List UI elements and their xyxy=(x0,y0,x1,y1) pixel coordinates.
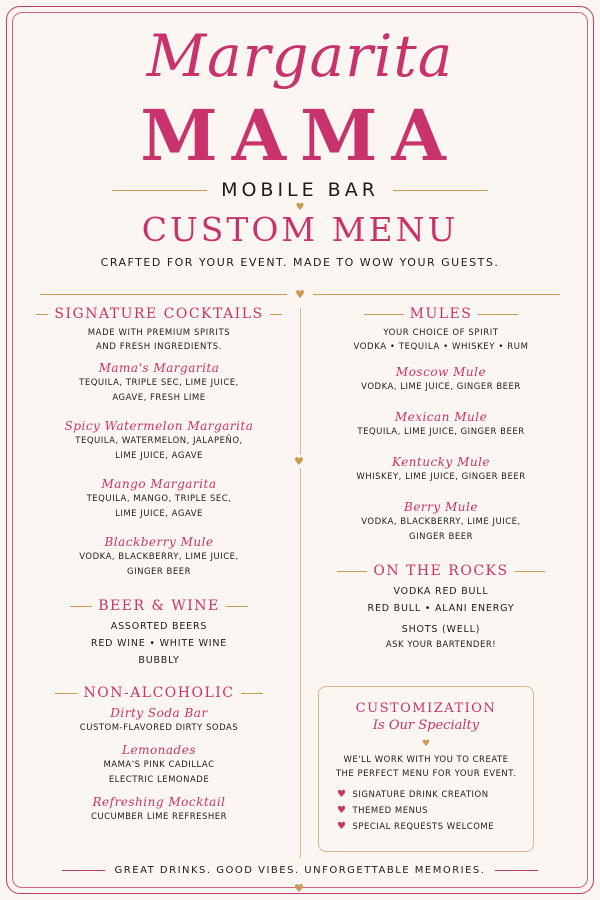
drink-ingredients: VODKA, BLACKBERRY, LIME JUICE, xyxy=(79,552,239,562)
drink-ingredients: WHISKEY, LIME JUICE, GINGER BEER xyxy=(356,472,526,482)
subtitle-row xyxy=(0,178,600,202)
drink-name: Berry Mule xyxy=(404,500,478,514)
drink-ingredients: VODKA, LIME JUICE, GINGER BEER xyxy=(361,382,521,392)
section-header xyxy=(36,306,282,322)
drink-name: Lemonades xyxy=(122,743,196,757)
drink-ingredients: TEQUILA, TRIPLE SEC, LIME JUICE, xyxy=(79,378,239,388)
customization-box xyxy=(318,686,534,852)
section-header xyxy=(36,598,282,614)
section-note: YOUR CHOICE OF SPIRIT xyxy=(383,328,499,338)
menu-line: VODKA RED BULL xyxy=(393,586,489,597)
heart-icon: ♥ xyxy=(294,882,304,895)
section-note: VODKA • TEQUILA • WHISKEY • RUM xyxy=(353,342,529,352)
list-item-label: SPECIAL REQUESTS WELCOME xyxy=(352,822,495,832)
signature-cocktails-title: SIGNATURE COCKTAILS xyxy=(54,306,264,322)
heart-icon: ♥ xyxy=(421,739,431,749)
drink-name: Moscow Mule xyxy=(395,365,487,379)
left-column xyxy=(36,306,282,825)
drink-ingredients: AGAVE, FRESH LIME xyxy=(112,393,206,403)
drink-ingredients: LIME JUICE, AGAVE xyxy=(115,509,203,519)
customization-title: CUSTOMIZATION xyxy=(355,701,497,716)
section-header xyxy=(318,563,564,579)
customization-desc: THE PERFECT MENU FOR YOUR EVENT. xyxy=(335,769,517,779)
brand-script-title: Margarita xyxy=(146,22,454,90)
drink-name: Mama's Margarita xyxy=(98,361,220,375)
heart-icon: ♥ xyxy=(295,202,305,213)
drink-ingredients: VODKA, BLACKBERRY, LIME JUICE, xyxy=(361,517,521,527)
brand-big-title: MAMA xyxy=(140,94,460,177)
drink-ingredients: TEQUILA, WATERMELON, JALAPEÑO, xyxy=(75,436,243,446)
customization-list xyxy=(337,787,533,835)
drink-name: Refreshing Mocktail xyxy=(92,795,226,809)
heart-icon: ♥ xyxy=(337,805,347,816)
heart-icon: ♥ xyxy=(337,789,347,800)
drink-name: Mexican Mule xyxy=(394,410,488,424)
drink-ingredients: GINGER BEER xyxy=(409,532,473,542)
menu-line: RED BULL • ALANI ENERGY xyxy=(367,603,515,614)
drink-ingredients: TEQUILA, MANGO, TRIPLE SEC, xyxy=(86,494,232,504)
section-note: AND FRESH INGREDIENTS. xyxy=(95,342,223,352)
list-item xyxy=(337,803,533,819)
menu-line: BUBBLY xyxy=(138,655,180,666)
list-item xyxy=(337,787,533,803)
list-item-label: THEMED MENUS xyxy=(352,806,429,816)
section-header xyxy=(36,685,282,701)
subtitle-rule-left xyxy=(112,190,207,191)
menu-line: SHOTS (WELL) xyxy=(401,624,481,635)
drink-name: Dirty Soda Bar xyxy=(110,706,208,720)
drink-name: Kentucky Mule xyxy=(391,455,491,469)
list-item xyxy=(337,819,533,835)
tagline: CRAFTED FOR YOUR EVENT. MADE TO WOW YOUR GUESTS. xyxy=(100,256,500,269)
drink-ingredients: TEQUILA, LIME JUICE, GINGER BEER xyxy=(357,427,525,437)
drink-ingredients: CUCUMBER LIME REFRESHER xyxy=(90,812,228,822)
customization-desc: WE'LL WORK WITH YOU TO CREATE xyxy=(343,755,509,765)
heart-icon: ♥ xyxy=(337,821,347,832)
subtitle-rule-right xyxy=(393,190,488,191)
list-item-label: SIGNATURE DRINK CREATION xyxy=(352,790,489,800)
footer-text: GREAT DRINKS. GOOD VIBES. UNFORGETTABLE MEMORIES. xyxy=(114,865,486,876)
heart-icon: ♥ xyxy=(294,455,304,468)
footer xyxy=(62,865,538,876)
mobile-bar-subtitle: MOBILE BAR xyxy=(221,179,379,201)
column-divider xyxy=(300,308,301,858)
drink-name: Blackberry Mule xyxy=(104,535,214,549)
menu-line: ASSORTED BEERS xyxy=(110,621,208,632)
customization-script: Is Our Specialty xyxy=(372,718,480,733)
drink-ingredients: ELECTRIC LEMONADE xyxy=(108,775,210,785)
custom-menu-title: CUSTOM MENU xyxy=(141,210,459,249)
section-note: MADE WITH PREMIUM SPIRITS xyxy=(87,328,231,338)
drink-name: Mango Margarita xyxy=(101,477,217,491)
drink-ingredients: CUSTOM-FLAVORED DIRTY SODAS xyxy=(79,723,239,733)
menu-line: RED WINE • WHITE WINE xyxy=(90,638,228,649)
menu-line: ASK YOUR BARTENDER! xyxy=(385,640,497,650)
drink-ingredients: LIME JUICE, AGAVE xyxy=(115,451,203,461)
drink-ingredients: GINGER BEER xyxy=(127,567,191,577)
mules-title: MULES xyxy=(409,306,473,322)
beer-wine-title: BEER & WINE xyxy=(98,598,220,614)
section-divider xyxy=(40,288,560,301)
section-header xyxy=(318,306,564,322)
right-column xyxy=(318,306,564,653)
on-the-rocks-title: ON THE ROCKS xyxy=(373,563,509,579)
drink-ingredients: MAMA'S PINK CADILLAC xyxy=(103,760,215,770)
heart-icon: ♥ xyxy=(295,288,305,301)
non-alcoholic-title: NON-ALCOHOLIC xyxy=(83,685,235,701)
drink-name: Spicy Watermelon Margarita xyxy=(64,419,254,433)
